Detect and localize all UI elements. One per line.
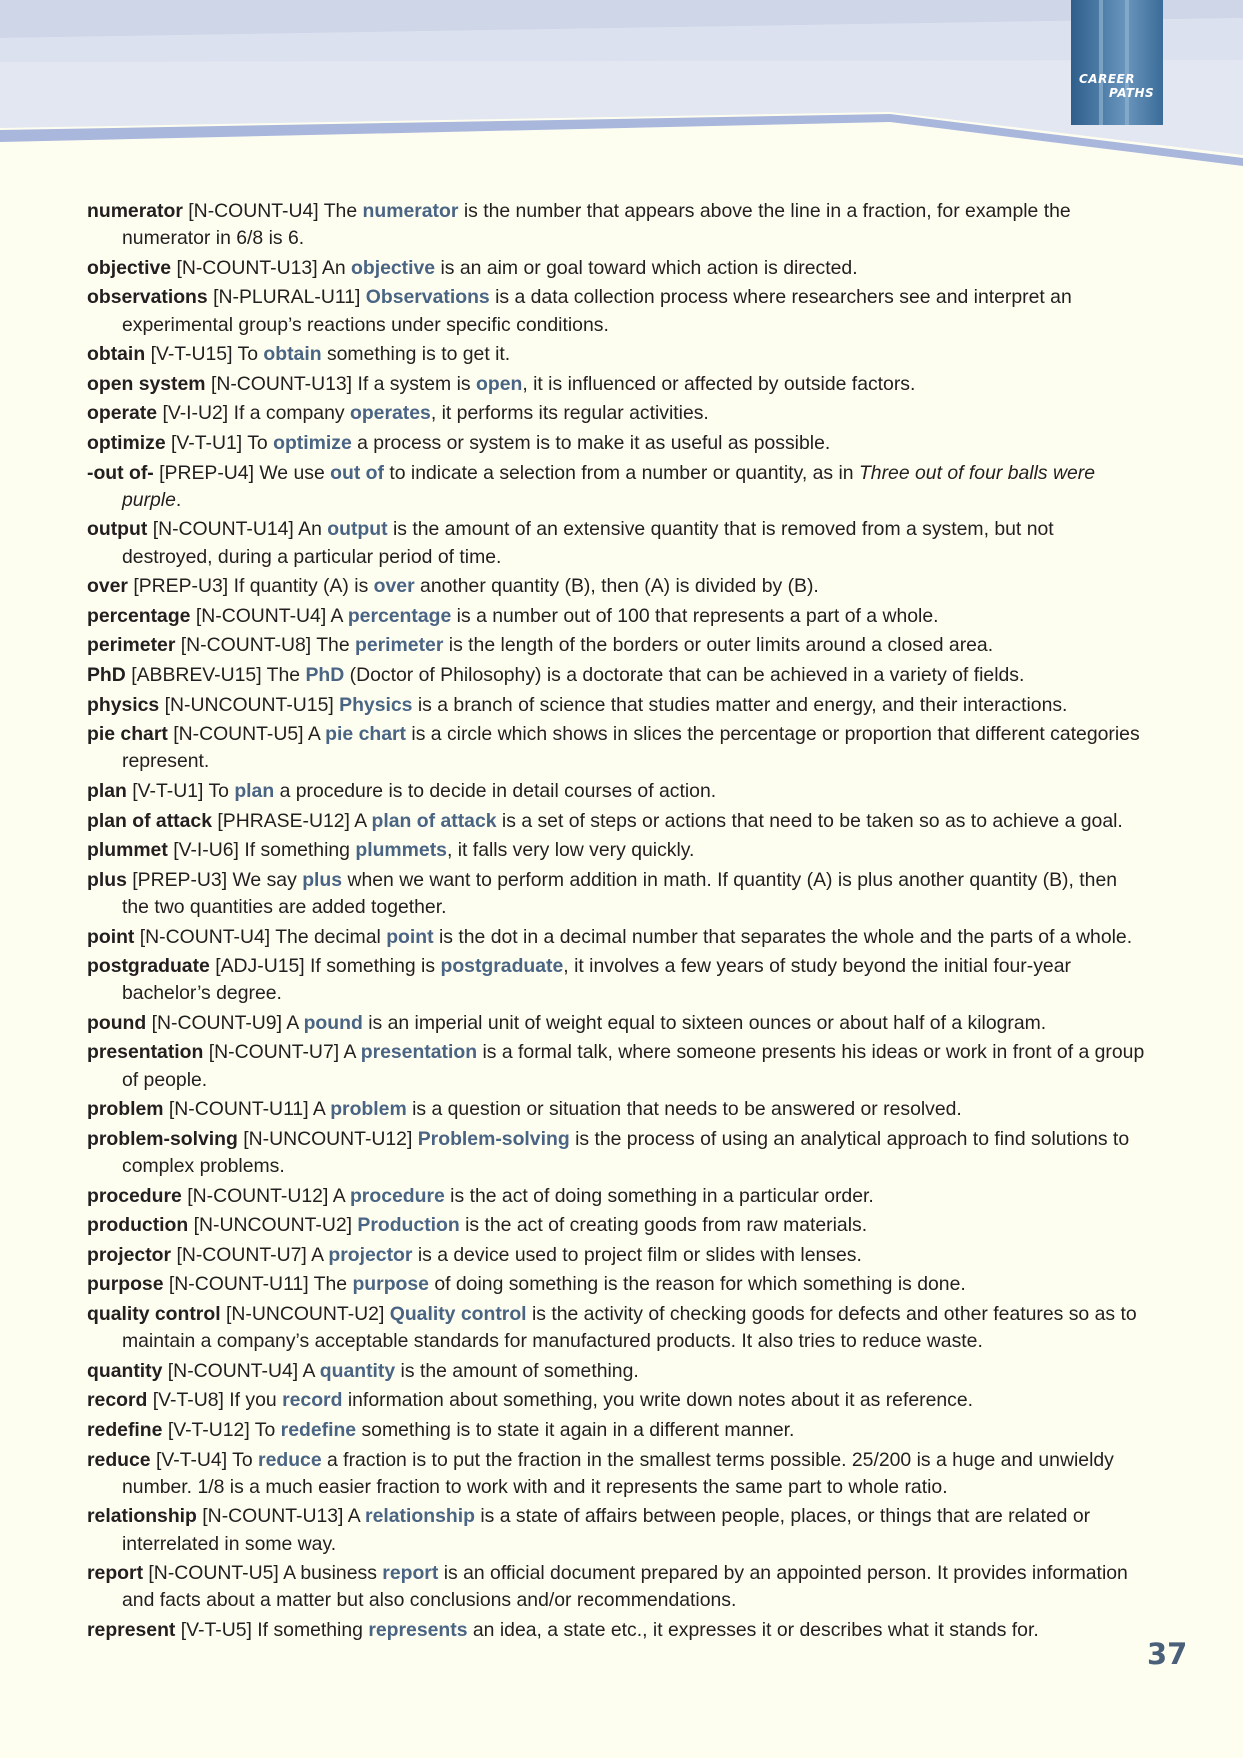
- entry-text: To: [208, 779, 229, 802]
- entry-term: PhD: [87, 663, 126, 686]
- entry-keyword: Physics: [339, 693, 413, 716]
- glossary-entry: [87, 1447, 1147, 1501]
- entry-definition: a fraction is to put the fraction in the smallest terms possible. 25/200 is a huge and unwieldy number. 1/8 is a much easier fraction to work with and it represents the same part to whole ratio.: [122, 1448, 1114, 1498]
- entry-tag: [N-COUNT-U7]: [208, 1041, 340, 1064]
- glossary-entry: [87, 198, 1147, 252]
- entry-text: .: [175, 488, 182, 511]
- entry-text: A: [302, 1359, 315, 1382]
- entry-tag: [PREP-U3]: [133, 575, 229, 598]
- glossary-entry: [87, 662, 1147, 689]
- entry-term: plan of attack: [87, 809, 212, 832]
- entry-tag: [V-T-U1]: [171, 431, 243, 454]
- entry-tag: [N-COUNT-U4]: [188, 200, 319, 222]
- glossary-entry: [87, 837, 1147, 864]
- entry-definition: is the act of doing something in a particular order.: [450, 1184, 874, 1207]
- entry-tag: [N-COUNT-U13]: [176, 256, 318, 279]
- entry-tag: [V-I-U6]: [173, 839, 239, 862]
- entry-keyword: problem: [330, 1098, 407, 1121]
- entry-term: plus: [87, 868, 127, 891]
- entry-text: If you: [229, 1389, 277, 1412]
- entry-definition: is a circle which shows in slices the percentage or proportion that different categories represent.: [122, 723, 1140, 773]
- entry-keyword: procedure: [349, 1184, 445, 1207]
- entry-term: pound: [87, 1011, 147, 1034]
- entry-definition: is the act of creating goods from raw materials.: [465, 1214, 868, 1237]
- entry-keyword: objective: [351, 256, 436, 279]
- entry-term: reduce: [87, 1448, 151, 1471]
- entry-definition: something is to get it.: [326, 343, 511, 366]
- glossary-entry: [87, 1096, 1147, 1123]
- entry-definition: is the activity of checking goods for defects and other features so as to maintain a company’s acceptable standards for manufactured products. It also tries to reduce waste.: [122, 1303, 1137, 1353]
- entry-tag: [N-COUNT-U8]: [180, 634, 312, 657]
- glossary-entry: [87, 1212, 1147, 1239]
- entry-definition: to indicate a selection from a number or quantity, as in: [389, 461, 854, 484]
- entry-definition: is an official document prepared by an appointed person. It provides information and facts about a matter but also conclusions and/or recommendations.: [122, 1562, 1128, 1612]
- entry-term: obtain: [87, 343, 146, 366]
- entry-keyword: operates: [349, 402, 431, 425]
- entry-tag: [N-COUNT-U9]: [151, 1011, 282, 1034]
- entry-text: If a company: [233, 402, 345, 425]
- glossary-entry: [87, 692, 1147, 719]
- entry-definition: is a branch of science that studies matter and energy, and their interactions.: [417, 693, 1068, 716]
- entry-definition: an idea, a state etc., it expresses it or describes what it stands for.: [472, 1619, 1039, 1642]
- entry-term: purpose: [87, 1273, 164, 1296]
- entry-definition: a process or system is to make it as useful as possible.: [357, 431, 831, 454]
- entry-term: postgraduate: [87, 955, 210, 978]
- entry-term: observations: [87, 286, 208, 309]
- entry-tag: [N-COUNT-U13]: [202, 1505, 344, 1528]
- entry-keyword: Observations: [365, 286, 490, 309]
- entry-keyword: point: [386, 925, 434, 948]
- entry-definition: , it falls very low very quickly.: [446, 839, 695, 862]
- entry-keyword: Quality control: [389, 1303, 527, 1326]
- entry-text: A: [311, 1243, 323, 1266]
- entry-term: problem: [87, 1098, 164, 1121]
- entry-definition: is a state of affairs between people, places, or things that are related or interrelated in some way.: [122, 1505, 1091, 1555]
- entry-text: A: [347, 1505, 360, 1528]
- entry-term: operate: [87, 402, 158, 425]
- entry-tag: [N-COUNT-U4]: [167, 1359, 299, 1382]
- entry-keyword: PhD: [305, 663, 345, 686]
- glossary-entry: [87, 1039, 1147, 1093]
- entry-definition: when we want to perform addition in math. If quantity (A) is plus another quantity (B), then the two quantities are added together.: [122, 868, 1118, 918]
- entry-keyword: purpose: [352, 1273, 429, 1296]
- entry-definition: is the process of using an analytical approach to find solutions to complex problems.: [122, 1127, 1130, 1178]
- entry-term: physics: [87, 693, 160, 716]
- entry-text: The: [313, 1273, 348, 1296]
- entry-text: The: [316, 634, 350, 657]
- entry-keyword: reduce: [258, 1448, 322, 1471]
- entry-term: objective: [87, 256, 172, 279]
- entry-keyword: plus: [302, 868, 343, 891]
- entry-term: plummet: [87, 839, 168, 862]
- entry-definition: is an aim or goal toward which action is directed.: [440, 256, 858, 279]
- entry-text: A: [343, 1041, 356, 1064]
- entry-keyword: Production: [357, 1214, 460, 1237]
- entry-term: procedure: [87, 1184, 182, 1207]
- glossary-entry: [87, 1010, 1147, 1037]
- entry-keyword: redefine: [280, 1419, 357, 1442]
- entry-tag: [V-T-U15]: [150, 343, 233, 366]
- entry-text: If something: [244, 839, 350, 862]
- entry-term: quantity: [87, 1359, 163, 1382]
- entry-tag: [V-T-U12]: [167, 1419, 250, 1442]
- glossary-entry: [87, 1183, 1147, 1210]
- glossary-entry: [87, 603, 1147, 630]
- glossary-entry: [87, 1417, 1147, 1444]
- entry-text: If something: [257, 1619, 363, 1642]
- glossary-entry: [87, 400, 1147, 427]
- entry-definition: is the amount of an extensive quantity that is removed from a system, but not destroyed, during a particular period of time.: [122, 518, 1054, 568]
- entry-definition: , it is influenced or affected by outside factors.: [522, 372, 916, 395]
- glossary-entry: [87, 1560, 1147, 1614]
- entry-term: quality control: [87, 1303, 221, 1326]
- glossary-list: [87, 198, 1147, 1647]
- entry-tag: [N-COUNT-U12]: [187, 1184, 329, 1207]
- entry-text: A: [330, 604, 343, 627]
- entry-term: -out of-: [87, 461, 154, 484]
- entry-term: record: [87, 1389, 148, 1412]
- entry-definition: is the number that appears above the line in a fraction, for example the numerator in 6/8 is 6.: [122, 200, 1071, 250]
- entry-term: over: [87, 575, 128, 598]
- entry-tag: [N-UNCOUNT-U2]: [225, 1303, 385, 1326]
- entry-text: To: [254, 1419, 276, 1442]
- entry-definition: is an imperial unit of weight equal to sixteen ounces or about half of a kilogram.: [368, 1011, 1047, 1034]
- entry-keyword: postgraduate: [440, 955, 564, 978]
- glossary-entry: [87, 721, 1147, 775]
- logo-line-1: CAREER: [1079, 72, 1135, 86]
- entry-tag: [V-T-U1]: [132, 779, 204, 802]
- entry-text: The: [266, 663, 301, 686]
- entry-tag: [N-COUNT-U11]: [168, 1273, 309, 1296]
- glossary-entry: [87, 778, 1147, 805]
- glossary-entry: [87, 1617, 1147, 1644]
- glossary-entry: [87, 1387, 1147, 1414]
- entry-tag: [PREP-U4]: [159, 461, 254, 484]
- entry-keyword: obtain: [263, 343, 322, 366]
- entry-term: report: [87, 1562, 144, 1585]
- entry-definition: is a number out of 100 that represents a part of a whole.: [456, 604, 939, 627]
- entry-text: To: [247, 431, 268, 454]
- entry-tag: [N-UNCOUNT-U2]: [193, 1214, 352, 1237]
- entry-text: We use: [259, 461, 325, 484]
- glossary-entry: [87, 924, 1147, 951]
- entry-keyword: quantity: [319, 1359, 396, 1382]
- glossary-entry: [87, 867, 1147, 921]
- glossary-entry: [87, 1126, 1147, 1180]
- entry-keyword: plan of attack: [371, 809, 497, 832]
- entry-definition: is the amount of something.: [400, 1359, 639, 1382]
- entry-definition: , it involves a few years of study beyond the initial four-year bachelor’s degree.: [122, 955, 1071, 1005]
- glossary-entry: [87, 516, 1147, 570]
- entry-term: plan: [87, 779, 127, 802]
- glossary-entry: [87, 341, 1147, 368]
- entry-text: An: [321, 256, 346, 279]
- page-header: [0, 0, 1243, 170]
- entry-term: relationship: [87, 1505, 197, 1528]
- entry-definition: of doing something is the reason for which something is done.: [434, 1273, 966, 1296]
- entry-term: problem-solving: [87, 1127, 238, 1150]
- entry-text: A business: [283, 1562, 377, 1585]
- entry-definition: (Doctor of Philosophy) is a doctorate that can be achieved in a variety of fields.: [349, 663, 1025, 686]
- entry-tag: [V-T-U5]: [180, 1619, 252, 1642]
- entry-term: numerator: [87, 200, 183, 222]
- entry-text: If a system is: [357, 372, 471, 395]
- entry-keyword: record: [282, 1389, 343, 1412]
- entry-keyword: out of: [330, 461, 384, 484]
- entry-term: represent: [87, 1619, 176, 1642]
- entry-definition: is a data collection process where researchers see and interpret an experimental group’s reactions under specific conditions.: [122, 286, 1072, 336]
- entry-tag: [V-T-U4]: [155, 1448, 228, 1471]
- entry-term: production: [87, 1214, 189, 1237]
- glossary-entry: [87, 430, 1147, 457]
- entry-definition: , it performs its regular activities.: [430, 402, 709, 425]
- entry-text: We say: [232, 868, 297, 891]
- glossary-entry: [87, 284, 1147, 338]
- glossary-entry: [87, 1242, 1147, 1269]
- entry-text: A: [354, 809, 367, 832]
- entry-tag: [N-COUNT-U4]: [139, 925, 271, 948]
- glossary-entry: [87, 1358, 1147, 1385]
- entry-definition: a procedure is to decide in detail courses of action.: [279, 779, 717, 802]
- entry-keyword: projector: [328, 1243, 413, 1266]
- entry-keyword: percentage: [347, 604, 452, 627]
- entry-text: A: [286, 1011, 299, 1034]
- entry-keyword: numerator: [362, 200, 459, 222]
- entry-definition: another quantity (B), then (A) is divided by (B).: [420, 575, 819, 598]
- entry-tag: [V-I-U2]: [162, 402, 229, 425]
- entry-tag: [ADJ-U15]: [215, 955, 305, 978]
- entry-tag: [N-COUNT-U5]: [173, 723, 304, 746]
- career-paths-logo: [1071, 0, 1163, 125]
- glossary-entry: [87, 953, 1147, 1007]
- entry-text: The decimal: [275, 925, 381, 948]
- entry-tag: [N-COUNT-U13]: [210, 372, 353, 395]
- entry-term: percentage: [87, 604, 191, 627]
- entry-keyword: optimize: [273, 431, 352, 454]
- entry-text: An: [298, 518, 322, 541]
- entry-term: redefine: [87, 1419, 163, 1442]
- entry-text: A: [312, 1098, 325, 1121]
- glossary-entry: [87, 808, 1147, 835]
- entry-tag: [N-COUNT-U4]: [195, 604, 327, 627]
- entry-definition: something is to state it again in a different manner.: [361, 1419, 795, 1442]
- entry-definition: information about something, you write down notes about it as reference.: [347, 1389, 974, 1412]
- entry-tag: [PHRASE-U12]: [217, 809, 350, 832]
- entry-text: To: [232, 1448, 253, 1471]
- glossary-entry: [87, 632, 1147, 659]
- entry-example: Three out of four balls were purple: [122, 461, 1095, 511]
- entry-term: output: [87, 518, 148, 541]
- entry-tag: [N-COUNT-U5]: [148, 1562, 279, 1585]
- entry-definition: is the length of the borders or outer limits around a closed area.: [448, 634, 994, 657]
- glossary-entry: [87, 255, 1147, 282]
- entry-text: A: [332, 1184, 345, 1207]
- entry-tag: [PREP-U3]: [132, 868, 228, 891]
- entry-term: point: [87, 925, 135, 948]
- entry-tag: [N-COUNT-U14]: [152, 518, 294, 541]
- entry-definition: is a question or situation that needs to be answered or resolved.: [412, 1098, 962, 1121]
- entry-keyword: Problem-solving: [417, 1127, 570, 1150]
- entry-keyword: relationship: [365, 1505, 475, 1528]
- entry-keyword: pound: [303, 1011, 363, 1034]
- glossary-entry: [87, 1271, 1147, 1298]
- entry-keyword: plan: [234, 779, 275, 802]
- entry-text: If quantity (A) is: [233, 575, 369, 598]
- entry-text: If something is: [310, 955, 436, 978]
- entry-keyword: open: [476, 372, 523, 395]
- entry-keyword: perimeter: [355, 634, 444, 657]
- entry-tag: [N-COUNT-U11]: [168, 1098, 309, 1121]
- entry-keyword: output: [327, 518, 388, 541]
- entry-tag: [ABBREV-U15]: [131, 663, 262, 686]
- entry-definition: is a formal talk, where someone presents his ideas or work in front of a group of people.: [122, 1041, 1145, 1091]
- entry-text: A: [307, 723, 320, 746]
- entry-tag: [N-UNCOUNT-U12]: [243, 1127, 413, 1150]
- entry-keyword: presentation: [360, 1041, 478, 1064]
- entry-tag: [N-UNCOUNT-U15]: [164, 693, 334, 716]
- entry-definition: is a device used to project film or slides with lenses.: [417, 1243, 862, 1266]
- entry-keyword: pie chart: [325, 723, 406, 746]
- entry-keyword: plummets: [355, 839, 447, 862]
- entry-tag: [N-COUNT-U7]: [176, 1243, 307, 1266]
- glossary-entry: [87, 371, 1147, 398]
- entry-term: perimeter: [87, 634, 176, 657]
- entry-keyword: report: [382, 1562, 439, 1585]
- entry-text: The: [323, 200, 358, 222]
- glossary-entry: [87, 460, 1147, 514]
- entry-definition: is a set of steps or actions that need to be taken so as to achieve a goal.: [501, 809, 1123, 832]
- entry-tag: [N-PLURAL-U11]: [213, 286, 361, 309]
- entry-term: optimize: [87, 431, 166, 454]
- entry-text: To: [237, 343, 258, 366]
- entry-keyword: over: [373, 575, 415, 598]
- entry-term: projector: [87, 1243, 172, 1266]
- entry-tag: [V-T-U8]: [152, 1389, 224, 1412]
- entry-definition: is the dot in a decimal number that separates the whole and the parts of a whole.: [438, 925, 1133, 948]
- header-swoosh: [0, 0, 1243, 170]
- logo-line-2: PATHS: [1109, 86, 1155, 100]
- glossary-entry: [87, 1301, 1147, 1355]
- glossary-entry: [87, 1503, 1147, 1557]
- entry-keyword: represents: [368, 1619, 468, 1642]
- page-number: 37: [1147, 1637, 1188, 1671]
- glossary-entry: [87, 573, 1147, 600]
- entry-term: open system: [87, 372, 206, 395]
- entry-term: presentation: [87, 1041, 204, 1064]
- entry-term: pie chart: [87, 723, 168, 746]
